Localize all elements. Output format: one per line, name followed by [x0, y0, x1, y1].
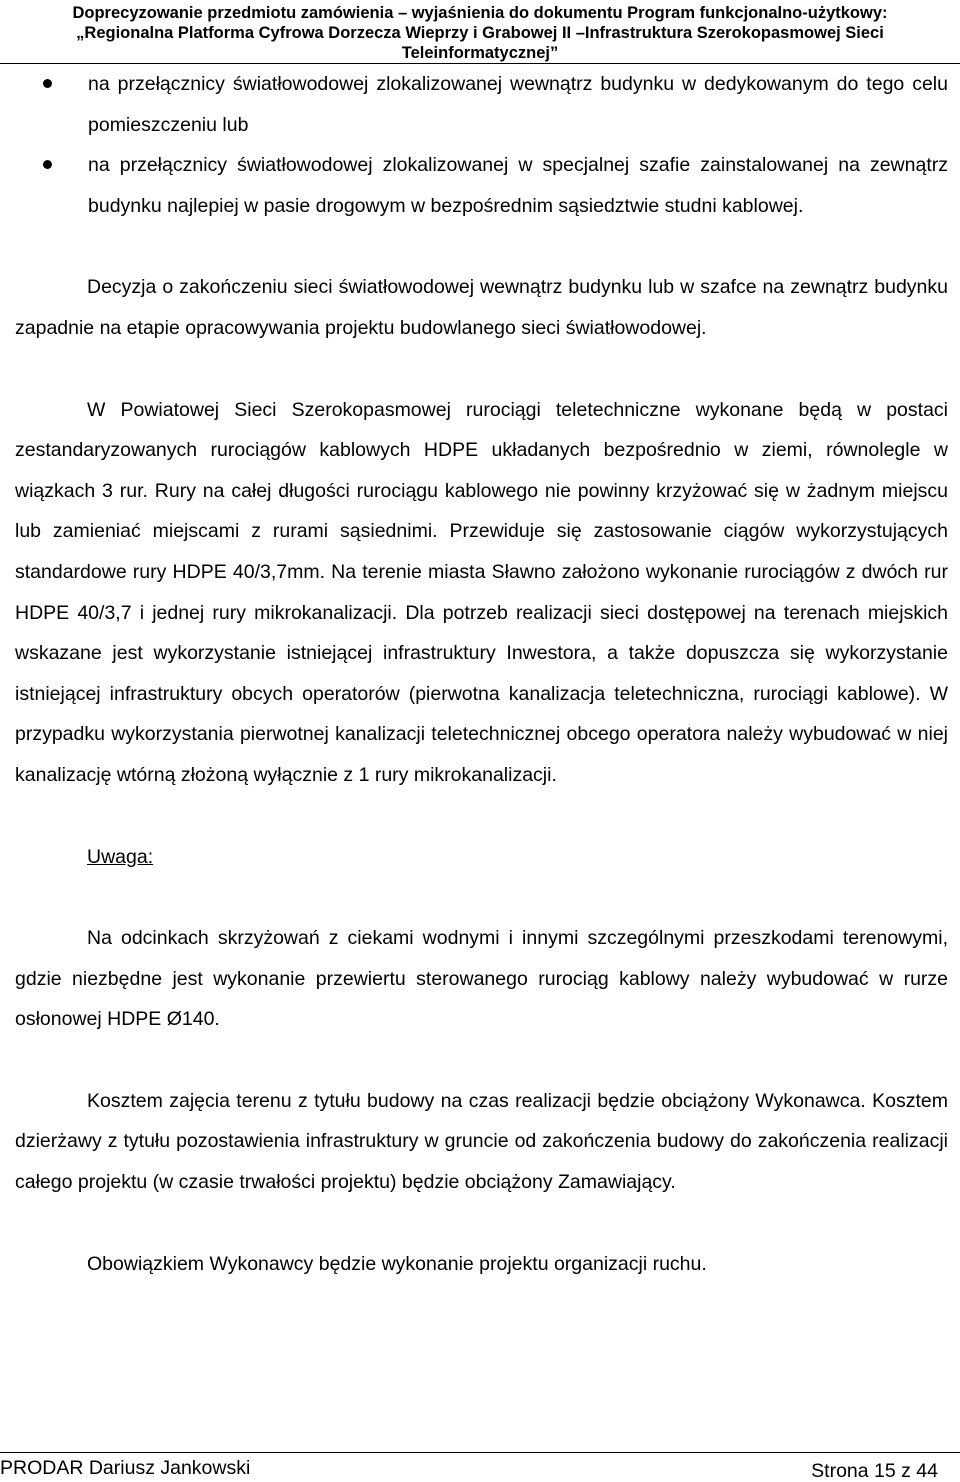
list-item	[15, 145, 948, 226]
note-heading-text: Uwaga:	[87, 845, 154, 868]
paragraph-crossings: Na odcinkach skrzyżowań z ciekami wodnymi i innymi szczególnymi przeszkodami terenowymi, gdzie niezbędne jest wykonanie przewiertu sterowanego rurociąg kablowy należy wybudować w rurze osłonowej HDPE Ø140.	[15, 927, 948, 1031]
spacer	[15, 796, 948, 837]
header-line-3: Teleinformatycznej”	[401, 44, 559, 62]
footer-divider	[0, 1452, 960, 1453]
spacer	[15, 877, 948, 918]
note-heading	[15, 837, 948, 878]
paragraph-building-termination: Decyzja o zakończeniu sieci światłowodowej wewnątrz budynku lub w szafce na zewnątrz budynku zapadnie na etapie opracowywania projektu budowlanego sieci światłowodowej.	[15, 276, 948, 339]
page-header	[0, 0, 960, 64]
bullet-icon	[43, 160, 52, 169]
list-item	[15, 64, 948, 145]
page-number: Strona 15 z 44	[811, 1460, 938, 1482]
spacer	[15, 1040, 948, 1081]
footer-company: PRODAR Dariusz Jankowski	[0, 1457, 251, 1479]
paragraph-traffic-organization: Obowiązkiem Wykonawcy będzie wykonanie projektu organizacji ruchu.	[87, 1252, 707, 1275]
paragraph-costs: Kosztem zajęcia terenu z tytułu budowy na czas realizacji będzie obciążony Wykonawca. Kosztem dzierżawy z tytułu pozostawienia infrastruktury w gruncie od zakończenia budowy do zakończenia realizacji całego projektu (w czasie trwałości projektu) będzie obciążony Zamawiający.	[15, 1089, 948, 1194]
bullet-icon	[43, 79, 52, 88]
document-body	[15, 64, 948, 1284]
bullet-list	[15, 64, 948, 226]
list-item-text: na przełącznicy światłowodowej zlokalizowanej w specjalnej szafie zainstalowanej na zewnątrz budynku najlepiej w pasie drogowym w bezpośrednim sąsiedztwie studni kablowej.	[88, 154, 948, 217]
paragraph-conduits: W Powiatowej Sieci Szerokopasmowej rurociągi teletechniczne wykonane będą w postaci zestandaryzowanych rurociągów kablowych HDPE układanych bezpośrednio w ziemi, równolegle w wiązkach 3 rur. Rury na całej długości rurociągu kablowego nie powinny krzyżować się w żadnym miejscu lub zamieniać miejscami z rurami sąsiednimi. Przewiduje się zastosowanie ciągów wykorzystujących standardowe rury HDPE 40/3,7mm. Na terenie miasta Sławno założono wykonanie rurociągów z dwóch rur HDPE 40/3,7 i jednej rury mikrokanalizacji. Dla potrzeb realizacji sieci dostępowej na terenach miejskich wskazane jest wykorzystanie istniejącej infrastruktury Inwestora, a także dopuszcza się wykorzystanie istniejącej infrastruktury obcych operatorów (pierwotna kanalizacja teletechniczna, rurociągi kablowe). W przypadku wykorzystania pierwotnej kanalizacji teletechnicznej obcego operatora należy wybudować w niej kanalizację wtórną złożoną wyłącznie z 1 rury mikrokanalizacji.	[15, 398, 948, 786]
list-item-text: na przełącznicy światłowodowej zlokalizowanej wewnątrz budynku w dedykowanym do tego celu pomieszczeniu lub	[88, 73, 948, 136]
header-line-2: „Regionalna Platforma Cyfrowa Dorzecza Wieprzy i Grabowej II –Infrastruktura Szerokopasmowej Sieci	[76, 24, 884, 42]
spacer	[15, 349, 948, 390]
header-line-1: Doprecyzowanie przedmiotu zamówienia – wyjaśnienia do dokumentu Program funkcjonalno-użytkowy:	[72, 4, 888, 22]
spacer	[15, 226, 948, 267]
spacer	[15, 1203, 948, 1244]
